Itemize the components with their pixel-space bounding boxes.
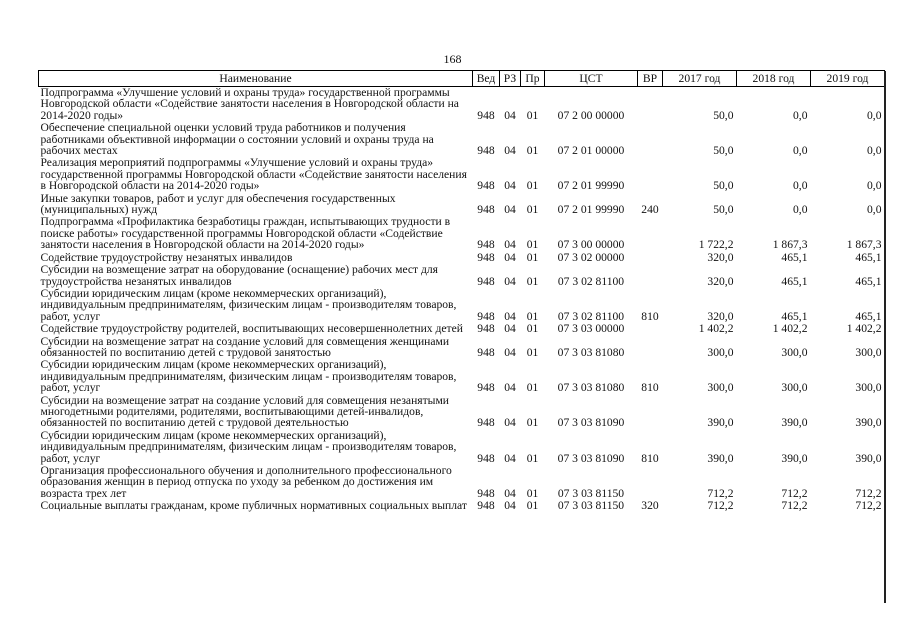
cell-cst: 07 2 01 99990 — [557, 203, 625, 217]
cell-name: Подпрограмма «Профилактика безработицы граждан, испытывающих трудности в поиске работы» государственной программы Новгородской области «Содействие занятости населения в Новгородской области на 2014-2020 годы» — [40, 215, 451, 252]
cell-rz: 04 — [504, 179, 516, 193]
cell-vr — [638, 394, 663, 429]
cell-name: Социальные выплаты гражданам, кроме публичных нормативных социальных выплат — [40, 499, 467, 513]
cell-y2017: 1 402,2 — [698, 322, 734, 336]
cell-vr — [638, 263, 663, 287]
cell-vr — [638, 121, 663, 156]
cell-vr: 810 — [641, 451, 659, 465]
table-row — [39, 156, 885, 191]
cell-y2018: 465,1 — [781, 250, 808, 264]
table-row — [39, 251, 885, 263]
cell-pr: 01 — [526, 108, 539, 122]
cell-y2018: 0,0 — [793, 108, 808, 122]
page-number: 168 — [443, 52, 462, 66]
cell-name: Организация профессионального обучения и дополнительного профессионального образования женщин в период отпуска по уходу за ребенком до достижения им возраста трех лет — [40, 464, 452, 500]
cell-pr: 01 — [526, 499, 539, 513]
cell-pr: 01 — [526, 238, 539, 252]
cell-y2018: 1 867,3 — [772, 238, 808, 252]
table-row — [39, 215, 885, 250]
cell-y2018: 465,1 — [781, 274, 808, 288]
col-header-2019: 2019 год — [811, 71, 885, 87]
cell-y2019: 0,0 — [867, 108, 882, 122]
cell-ved: 948 — [477, 274, 495, 288]
table-row — [39, 121, 885, 156]
cell-pr: 01 — [526, 486, 539, 500]
table-row — [39, 87, 885, 122]
table-row — [39, 499, 885, 511]
cell-rz: 04 — [504, 108, 516, 122]
cell-ved: 948 — [477, 451, 495, 465]
table-row — [39, 394, 885, 429]
table-row — [39, 192, 885, 216]
cell-y2017: 390,0 — [707, 451, 734, 465]
cell-pr: 01 — [526, 416, 539, 430]
col-header-2017: 2017 год — [663, 71, 737, 87]
cell-y2019: 1 402,2 — [846, 322, 882, 336]
cell-name: Иные закупки товаров, работ и услуг для обеспечения государственных (муниципальных) нужд — [40, 191, 396, 217]
cell-y2019: 465,1 — [855, 274, 882, 288]
cell-y2019: 300,0 — [855, 345, 882, 359]
table-row — [39, 322, 885, 334]
table-body — [39, 87, 885, 512]
cell-y2017: 712,2 — [707, 486, 734, 500]
col-header-ved: Вед — [473, 71, 500, 87]
cell-vr: 320 — [641, 499, 659, 513]
cell-pr: 01 — [526, 381, 539, 395]
cell-rz: 04 — [504, 499, 516, 513]
cell-vr — [638, 322, 663, 334]
cell-rz: 04 — [504, 309, 516, 323]
cell-rz: 04 — [504, 416, 516, 430]
cell-vr — [638, 156, 663, 191]
col-header-vr: ВР — [638, 71, 663, 87]
table-row — [39, 358, 885, 393]
cell-cst: 07 3 03 81080 — [557, 345, 625, 359]
table-row — [39, 429, 885, 464]
cell-name: Содействие трудоустройству родителей, воспитывающих несовершеннолетних детей — [40, 322, 463, 336]
cell-name: Субсидии на возмещение затрат на создание условий для совмещения незанятыми многодетными родителями, родителями, воспитывающими детей-инвалидов, обязанностей по воспитанию детей с трудовой деятельностью — [40, 393, 449, 430]
cell-name: Субсидии юридическим лицам (кроме некоммерческих организаций), индивидуальным предпринимателям, физическим лицам - производителям товаров, работ, услуг — [40, 358, 457, 395]
cell-cst: 07 2 01 99990 — [557, 179, 625, 193]
cell-y2019: 712,2 — [855, 486, 882, 500]
cell-pr: 01 — [526, 451, 539, 465]
cell-cst: 07 3 02 81100 — [557, 274, 625, 288]
cell-ved: 948 — [477, 250, 495, 264]
col-header-2018: 2018 год — [737, 71, 811, 87]
cell-y2018: 300,0 — [781, 381, 808, 395]
col-header-rz: РЗ — [500, 71, 521, 87]
cell-rz: 04 — [504, 451, 516, 465]
cell-y2017: 712,2 — [707, 499, 734, 513]
cell-pr: 01 — [526, 322, 539, 336]
cell-y2019: 0,0 — [867, 144, 882, 158]
cell-ved: 948 — [477, 144, 495, 158]
cell-ved: 948 — [477, 416, 495, 430]
cell-name: Реализация мероприятий подпрограммы «Улучшение условий и охраны труда» государственной программы Новгородской области «Содействие занятости населения в Новгородской области на 2014-2020 годы» — [40, 156, 467, 193]
cell-vr: 810 — [641, 381, 659, 395]
cell-y2018: 0,0 — [793, 144, 808, 158]
cell-cst: 07 3 03 81150 — [557, 486, 625, 500]
cell-pr: 01 — [526, 309, 539, 323]
cell-ved: 948 — [477, 345, 495, 359]
col-header-pr: Пр — [521, 71, 545, 87]
cell-y2018: 712,2 — [781, 499, 808, 513]
cell-rz: 04 — [504, 345, 516, 359]
cell-rz: 04 — [504, 203, 516, 217]
cell-y2019: 300,0 — [855, 381, 882, 395]
cell-vr: 240 — [641, 203, 659, 217]
cell-ved: 948 — [477, 381, 495, 395]
cell-cst: 07 3 03 81080 — [557, 381, 625, 395]
cell-y2017: 320,0 — [707, 309, 734, 323]
cell-vr — [638, 215, 663, 250]
cell-rz: 04 — [504, 274, 516, 288]
cell-pr: 01 — [526, 345, 539, 359]
table-row — [39, 464, 885, 499]
cell-ved: 948 — [477, 203, 495, 217]
table-right-border — [884, 71, 886, 603]
cell-name: Субсидии юридическим лицам (кроме некоммерческих организаций), индивидуальным предпринимателям, физическим лицам - производителям товаров, работ, услуг — [40, 428, 457, 465]
cell-vr — [638, 464, 663, 499]
cell-y2019: 0,0 — [867, 179, 882, 193]
cell-y2017: 1 722,2 — [698, 238, 734, 252]
cell-pr: 01 — [526, 250, 539, 264]
cell-y2019: 712,2 — [855, 499, 882, 513]
cell-y2018: 712,2 — [781, 486, 808, 500]
cell-y2018: 1 402,2 — [772, 322, 808, 336]
cell-cst: 07 3 03 81090 — [557, 451, 625, 465]
cell-pr: 01 — [526, 144, 539, 158]
cell-y2018: 0,0 — [793, 203, 808, 217]
cell-ved: 948 — [477, 486, 495, 500]
cell-ved: 948 — [477, 108, 495, 122]
cell-rz: 04 — [504, 322, 516, 336]
cell-y2018: 390,0 — [781, 416, 808, 430]
cell-y2018: 300,0 — [781, 345, 808, 359]
cell-vr — [638, 251, 663, 263]
table-row — [39, 263, 885, 287]
cell-vr — [638, 335, 663, 359]
cell-cst: 07 3 02 81100 — [557, 309, 625, 323]
cell-vr: 810 — [641, 309, 659, 323]
cell-pr: 01 — [526, 274, 539, 288]
budget-table — [38, 70, 885, 512]
cell-rz: 04 — [504, 381, 516, 395]
cell-y2019: 390,0 — [855, 451, 882, 465]
cell-name: Подпрограмма «Улучшение условий и охраны труда» государственной программы Новгородской области «Содействие занятости населения в Новгородской области на 2014-2020 годы» — [40, 86, 459, 122]
cell-y2017: 50,0 — [713, 179, 734, 193]
cell-rz: 04 — [504, 486, 516, 500]
cell-cst: 07 2 00 00000 — [557, 108, 625, 122]
cell-y2018: 465,1 — [781, 309, 808, 323]
cell-cst: 07 3 03 81090 — [557, 416, 625, 430]
cell-name: Субсидии на возмещение затрат на оборудование (оснащение) рабочих мест для трудоустройства незанятых инвалидов — [40, 263, 439, 288]
col-header-cst: ЦСТ — [545, 71, 638, 87]
cell-name: Содействие трудоустройству незанятых инвалидов — [40, 250, 293, 264]
col-header-name: Наименование — [39, 71, 473, 87]
cell-y2019: 465,1 — [855, 309, 882, 323]
cell-y2019: 465,1 — [855, 250, 882, 264]
cell-y2018: 390,0 — [781, 451, 808, 465]
cell-y2017: 50,0 — [713, 108, 734, 122]
cell-y2019: 0,0 — [867, 203, 882, 217]
cell-y2017: 50,0 — [713, 203, 734, 217]
cell-y2017: 390,0 — [707, 416, 734, 430]
table-row — [39, 335, 885, 359]
cell-name: Обеспечение специальной оценки условий труда работников и получения работниками объективной информации о состоянии условий и охраны труда на рабочих местах — [40, 121, 434, 158]
cell-cst: 07 3 03 81150 — [557, 499, 625, 513]
cell-pr: 01 — [526, 179, 539, 193]
cell-y2017: 320,0 — [707, 274, 734, 288]
cell-ved: 948 — [477, 238, 495, 252]
cell-ved: 948 — [477, 179, 495, 193]
cell-pr: 01 — [526, 203, 539, 217]
cell-y2017: 300,0 — [707, 345, 734, 359]
cell-cst: 07 2 01 00000 — [557, 144, 625, 158]
cell-name: Субсидии юридическим лицам (кроме некоммерческих организаций), индивидуальным предпринимателям, физическим лицам - производителям товаров, работ, услуг — [40, 286, 457, 323]
cell-rz: 04 — [504, 250, 516, 264]
cell-vr — [638, 87, 663, 122]
cell-y2017: 50,0 — [713, 144, 734, 158]
cell-y2018: 0,0 — [793, 179, 808, 193]
cell-ved: 948 — [477, 322, 495, 336]
cell-rz: 04 — [504, 144, 516, 158]
cell-y2017: 300,0 — [707, 381, 734, 395]
cell-cst: 07 3 00 00000 — [557, 238, 625, 252]
cell-name: Субсидии на возмещение затрат на создание условий для совмещения женщинами обязанностей по воспитанию детей с трудовой занятостью — [40, 334, 450, 359]
cell-ved: 948 — [477, 309, 495, 323]
cell-y2017: 320,0 — [707, 250, 734, 264]
table-row — [39, 287, 885, 322]
cell-y2019: 1 867,3 — [846, 238, 882, 252]
table-header — [39, 71, 885, 87]
cell-ved: 948 — [477, 499, 495, 513]
cell-y2019: 390,0 — [855, 416, 882, 430]
cell-cst: 07 3 02 00000 — [557, 250, 625, 264]
cell-rz: 04 — [504, 238, 516, 252]
cell-cst: 07 3 03 00000 — [557, 322, 625, 336]
